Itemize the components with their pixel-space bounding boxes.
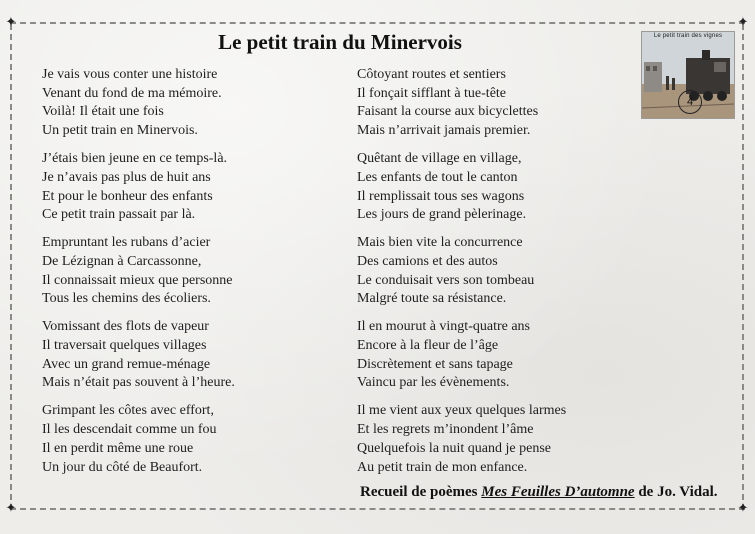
poem-line: Vaincu par les évènements. [357, 375, 510, 391]
poem-line: Les jours de grand pèlerinage. [357, 207, 527, 223]
poem-line: Il en perdit même une roue [42, 440, 194, 456]
bottom-dashed-border [10, 508, 745, 510]
poem-stanza [357, 318, 687, 393]
poem-stanza [357, 66, 687, 141]
corner-star-icon: ✦ [737, 501, 749, 516]
credit-prefix: Recueil de poèmes [360, 484, 482, 500]
poem-line: Discrètement et sans tapage [357, 356, 513, 372]
poem-line: Empruntant les rubans d’acier [42, 235, 211, 251]
poem-line: Côtoyant routes et sentiers [357, 67, 506, 82]
poem-line: Le conduisait vers son tombeau [357, 272, 535, 288]
poem-stanza [357, 234, 687, 309]
poem-line: Quelquefois la nuit quand je pense [357, 440, 552, 456]
poem-stanza [357, 150, 687, 225]
poem-line: Il en mourut à vingt-quatre ans [357, 319, 531, 335]
poem-stanza [42, 318, 342, 393]
corner-star-icon: ✦ [5, 501, 17, 516]
top-dashed-border [10, 22, 745, 24]
poem-line: Grimpant les côtes avec effort, [42, 403, 214, 419]
poem-line: Il remplissait tous ses wagons [357, 188, 525, 204]
poem-line: Je n’avais pas plus de huit ans [42, 169, 211, 185]
corner-star-icon: ✦ [5, 15, 17, 30]
left-dashed-border [10, 24, 12, 510]
poem-stanza [42, 150, 342, 225]
credit-author: de Jo. Vidal. [634, 484, 718, 500]
train-photo-thumbnail [641, 31, 735, 119]
poem-left-column [42, 66, 342, 487]
poem-stanza [42, 66, 342, 141]
poem-line: Il me vient aux yeux quelques larmes [357, 403, 567, 419]
poem-line: Un jour du côté de Beaufort. [42, 459, 203, 475]
poem-stanza [357, 402, 687, 477]
poem-line: Mais n’arrivait jamais premier. [357, 123, 531, 139]
corner-star-icon: ✦ [737, 15, 749, 30]
poem-line: Au petit train de mon enfance. [357, 459, 528, 475]
poem-line: Ce petit train passait par là. [42, 207, 196, 223]
poem-stanza [42, 402, 342, 477]
poem-line: Des camions et des autos [357, 253, 498, 269]
poem-line: J’étais bien jeune en ce temps-là. [42, 151, 228, 167]
poem-line: Je vais vous conter une histoire [42, 67, 218, 82]
poem-line: Voilà! Il était une fois [42, 104, 164, 120]
poem-line: Venant du fond de ma mémoire. [42, 85, 222, 101]
collection-credit [360, 484, 742, 501]
poem-line: Encore à la fleur de l’âge [357, 338, 499, 354]
poem-line: Et pour le bonheur des enfants [42, 188, 213, 204]
poem-line: Un petit train en Minervois. [42, 123, 198, 139]
poem-line: Il traversait quelques villages [42, 338, 207, 354]
poem-line: De Lézignan à Carcassonne, [42, 253, 202, 269]
poem-line: Il connaissait mieux que personne [42, 272, 233, 288]
poem-title: Le petit train du Minervois [218, 30, 462, 54]
right-dashed-border [742, 24, 744, 510]
poem-line: Il les descendait comme un fou [42, 422, 217, 438]
book-title: Mes Feuilles D’automne [481, 484, 635, 500]
poem-line: Vomissant des flots de vapeur [42, 319, 209, 335]
poem-line: Tous les chemins des écoliers. [42, 291, 211, 307]
poem-line: Les enfants de tout le canton [357, 169, 518, 185]
poem-line: Quêtant de village en village, [357, 151, 522, 167]
poem-line: Avec un grand remue-ménage [42, 356, 211, 372]
poem-stanza [42, 234, 342, 309]
poem-line: Mais bien vite la concurrence [357, 235, 523, 251]
poem-line: Mais n’était pas souvent à l’heure. [42, 375, 235, 391]
poem-line: Malgré toute sa résistance. [357, 291, 507, 307]
poem-line: Il fonçait sifflant à tue-tête [357, 85, 507, 101]
thumbnail-caption: Le petit train des vignes [653, 33, 723, 39]
poem-line: Faisant la course aux bicyclettes [357, 104, 539, 120]
thumbnail-number-badge: 4 [678, 90, 702, 114]
poem-line: Et les regrets m’inondent l’âme [357, 422, 534, 438]
poem-right-column [357, 66, 687, 487]
